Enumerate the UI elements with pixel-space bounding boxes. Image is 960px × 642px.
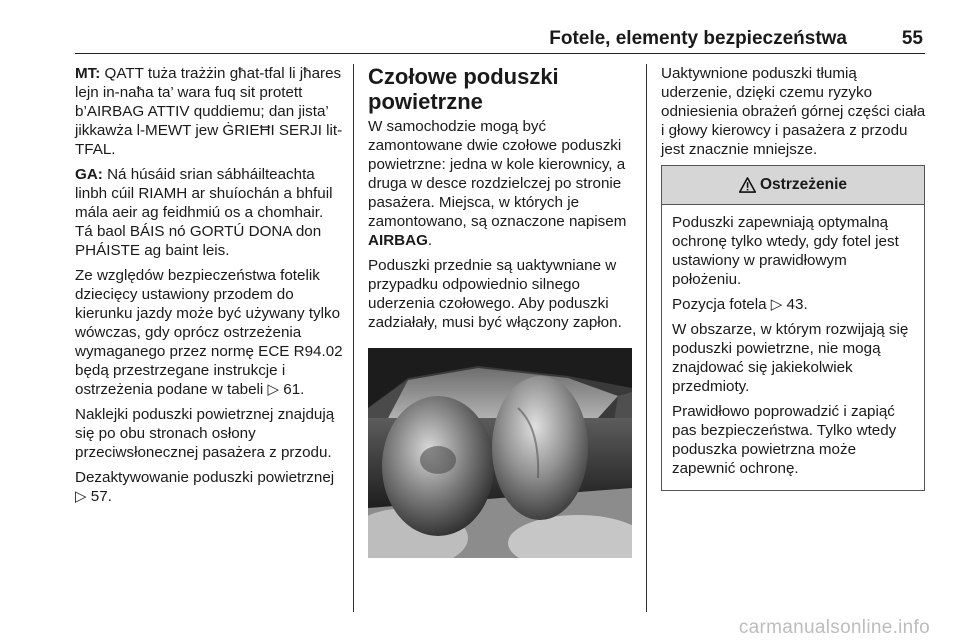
p3-ref[interactable]: 61.	[279, 381, 305, 398]
p1-end: .	[427, 232, 433, 249]
mt-label: MT:	[75, 65, 101, 82]
maltese-warning	[75, 64, 343, 159]
page-title: Fotele, elementy bezpieczeństwa	[549, 28, 847, 49]
ga-label: GA:	[75, 166, 103, 183]
irish-warning	[75, 165, 343, 260]
warning-p4: Prawidłowo poprowadzić i zapiąć pas bezpieczeństwa. Tylko wtedy poduszka powietrzna może zapewnić ochronę.	[672, 403, 897, 477]
watermark: carmanualsonline.info	[738, 617, 930, 638]
column-divider-left	[353, 64, 354, 612]
warning-p1: Poduszki zapewniają optymalną ochronę tylko wtedy, gdy fotel jest ustawiony w prawidłowym położeniu.	[672, 214, 899, 288]
warning-p2-text: Pozycja fotela	[672, 296, 771, 313]
front-airbag-activation: Poduszki przednie są uaktywniane w przypadku odpowiednio silnego uderzenia czołowego. Aby poduszki zadziałały, musi być włączony zapłon.	[368, 257, 622, 331]
warning-p3: W obszarze, w którym rozwijają się poduszki powietrzne, nie mogą znajdować się jakiekolwiek przedmioty.	[672, 321, 909, 395]
page-header	[75, 24, 925, 54]
airbag-photo	[368, 348, 632, 558]
p3-text: Ze względów bezpieczeństwa fotelik dziecięcy ustawiony przodem do kierunku jazdy może być używany tylko wówczas, gdy oprócz ostrzeżenia wymaganego przez normę ECE R94.02 będą przestrzegane instrukcje i ostrzeżenia podane w tabeli	[75, 267, 343, 398]
sticker-paragraph: Naklejki poduszki powietrznej znajdują się po obu stronach osłony przeciwsłonecznej pasażera z przodu.	[75, 406, 335, 461]
page-ref-arrow-icon: ▷	[75, 488, 87, 505]
section-title: Czołowe poduszki powietrzne	[368, 64, 559, 114]
header-rule	[75, 53, 925, 54]
warning-header	[662, 166, 924, 205]
column-right	[661, 64, 927, 165]
warning-title: Ostrzeżenie	[759, 176, 847, 193]
warning-triangle-icon	[739, 177, 756, 193]
page-ref-arrow-icon: ▷	[770, 296, 783, 313]
page-number: 55	[901, 28, 923, 49]
ga-text: Ná húsáid srian sábháilteachta linbh cúil RIAMH ar shuíochán a bhfuil mála aeir ag feidhmiú os a chomhair. Tá baol BÁIS nó GORTÚ DONA don PHÁISTE ag baint leis.	[75, 166, 333, 259]
airbag-label: AIRBAG	[368, 232, 428, 249]
page-ref-arrow-icon: ▷	[267, 381, 280, 398]
warning-p2	[672, 295, 914, 314]
airbag-illustration	[368, 348, 632, 558]
p5-text: Dezaktywowanie poduszki powietrznej	[75, 469, 335, 486]
child-seat-paragraph	[75, 266, 343, 399]
deactivation-paragraph	[75, 468, 343, 506]
mt-text: QATT tuża trażżin għat-tfal li jħares lejn in-naħa ta’ wara fuq sit protett b’AIRBAG ATTIV quddiemu; dan jista’ jikkawża l-MEWT jew ĠRIEĦI SERJI lit-TFAL.	[75, 65, 343, 158]
p5-ref[interactable]: 57.	[86, 488, 112, 505]
column-divider-right	[646, 64, 647, 612]
column-middle	[368, 64, 636, 338]
warning-box	[661, 165, 925, 491]
warning-p2-ref[interactable]: 43.	[782, 296, 808, 313]
front-airbag-intro	[368, 117, 636, 250]
airbag-benefit-paragraph: Uaktywnione poduszki tłumią uderzenie, dzięki czemu ryzyko odniesienia obrażeń górnej części ciała i głowy kierowcy i pasażera z przodu jest znacznie mniejsze.	[661, 65, 926, 158]
warning-body	[662, 205, 924, 478]
p1-text: W samochodzie mogą być zamontowane dwie czołowe poduszki powietrzne: jedna w kole kierownicy, a druga w desce rozdzielczej po stronie pasażera. Miejsca, w których je zamontowano, są oznaczone napisem	[368, 118, 627, 230]
column-left	[75, 64, 343, 512]
